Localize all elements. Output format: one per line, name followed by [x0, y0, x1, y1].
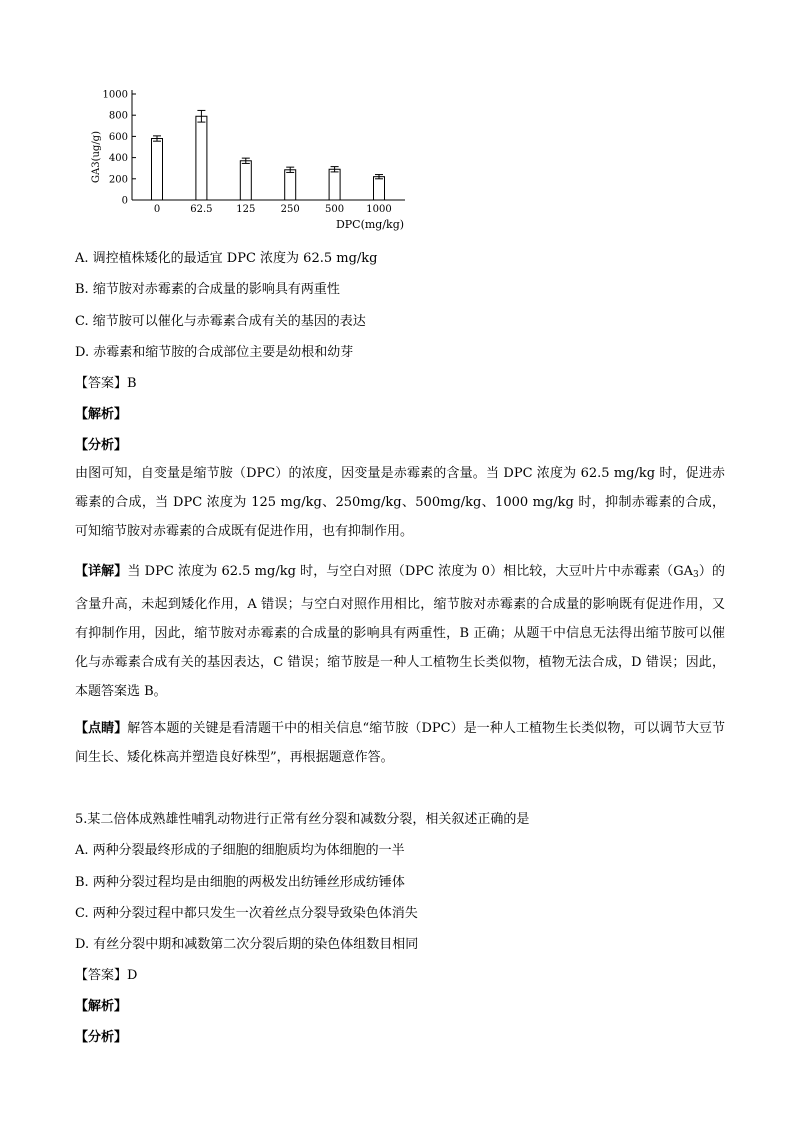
q5-option-d: D. 有丝分裂中期和减数第二次分裂后期的染色体组数目相同 [75, 937, 419, 952]
q4-answer: 【答案】B [75, 376, 137, 391]
y-tick-label: 1000 [102, 89, 128, 101]
q4-option-b: B. 缩节胺对赤霉素的合成量的影响具有两重性 [75, 282, 340, 297]
q4-detail-text-1: 当 DPC 浓度为 62.5 mg/kg 时，与空白对照（DPC 浓度为 0）相比较，大豆叶片中赤霉素（GA [127, 564, 694, 579]
bar [240, 161, 251, 200]
q5-option-b: B. 两种分裂过程均是由细胞的两极发出纺锤丝形成纺锤体 [75, 875, 405, 890]
q4-fenxi-heading: 【分析】 [75, 438, 128, 453]
bar [285, 170, 296, 200]
x-tick-label: 125 [236, 204, 256, 215]
bar [152, 139, 163, 200]
bar [329, 169, 340, 200]
q4-option-a: A. 调控植株矮化的最适宜 DPC 浓度为 62.5 mg/kg [75, 251, 378, 266]
y-tick-label: 800 [108, 110, 128, 122]
bar [196, 116, 207, 200]
y-tick-label: 0 [121, 195, 128, 207]
q5-answer: 【答案】D [75, 968, 138, 983]
x-axis-label: DPC(mg/kg) [335, 218, 405, 231]
x-tick-label: 500 [325, 204, 345, 215]
y-tick-label: 200 [108, 174, 128, 186]
q4-detail-label: 【详解】 [75, 564, 128, 579]
q5-option-c: C. 两种分裂过程中都只发生一次着丝点分裂导致染色体消失 [75, 906, 418, 921]
q4-detail-paragraph [75, 557, 725, 706]
y-axis-label: GA3(ug/g) [91, 131, 102, 183]
y-tick-label: 600 [108, 131, 128, 143]
x-tick-label: 1000 [366, 204, 392, 215]
x-tick-label: 250 [280, 204, 300, 215]
q4-detail-text-2: ）的含量升高，未起到矮化作用，A 错误；与空白对照作用相比，缩节胺对赤霉素的合成量的影响既有促进作用，又有抑制作用，因此，缩节胺对赤霉素的合成量的影响具有两重性，B 正确；从题干中信息无法得出缩节胺可以催化与赤霉素合成有关的基因表达，C 错误；缩节胺是一种人工植物生长类似物，植物无法合成，D 错误；因此，本题答案选 B。 [75, 564, 725, 699]
y-tick-label: 400 [108, 153, 128, 165]
q5-jiexi-heading: 【解析】 [75, 999, 128, 1014]
q4-key-point-label: 【点睛】 [75, 721, 128, 736]
x-tick-label: 62.5 [190, 204, 213, 215]
q4-option-c: C. 缩节胺可以催化与赤霉素合成有关的基因的表达 [75, 314, 366, 329]
q5-stem: 5.某二倍体成熟雄性哺乳动物进行正常有丝分裂和减数分裂，相关叙述正确的是 [75, 812, 530, 827]
q4-key-point-paragraph [75, 714, 725, 772]
q4-analysis-paragraph: 由图可知，自变量是缩节胺（DPC）的浓度，因变量是赤霉素的含量。当 DPC 浓度为 62.5 mg/kg 时，促进赤霉素的合成，当 DPC 浓度为 125 mg/kg、250mg/kg、500mg/kg、1000 mg/kg 时，抑制赤霉素的合成，可知缩节胺对赤霉素的合成既有促进作用，也有抑制作用。 [75, 466, 725, 539]
x-tick-label: 0 [153, 204, 161, 215]
q4-jiexi-heading: 【解析】 [75, 407, 128, 422]
q4-key-point-text: 解答本题的关键是看清题干中的相关信息“缩节胺（DPC）是一种人工植物生长类似物，可以调节大豆节间生长、矮化株高并塑造良好株型”，再根据题意作答。 [75, 721, 725, 765]
q4-option-d: D. 赤霉素和缩节胺的合成部位主要是幼根和幼芽 [75, 345, 354, 360]
gibberellin-bar-chart [82, 80, 422, 240]
bar [374, 177, 385, 200]
q4-detail-subscript: 3 [693, 570, 699, 580]
q5-fenxi-heading: 【分析】 [75, 1030, 128, 1045]
q5-option-a: A. 两种分裂最终形成的子细胞的细胞质均为体细胞的一半 [75, 843, 405, 858]
